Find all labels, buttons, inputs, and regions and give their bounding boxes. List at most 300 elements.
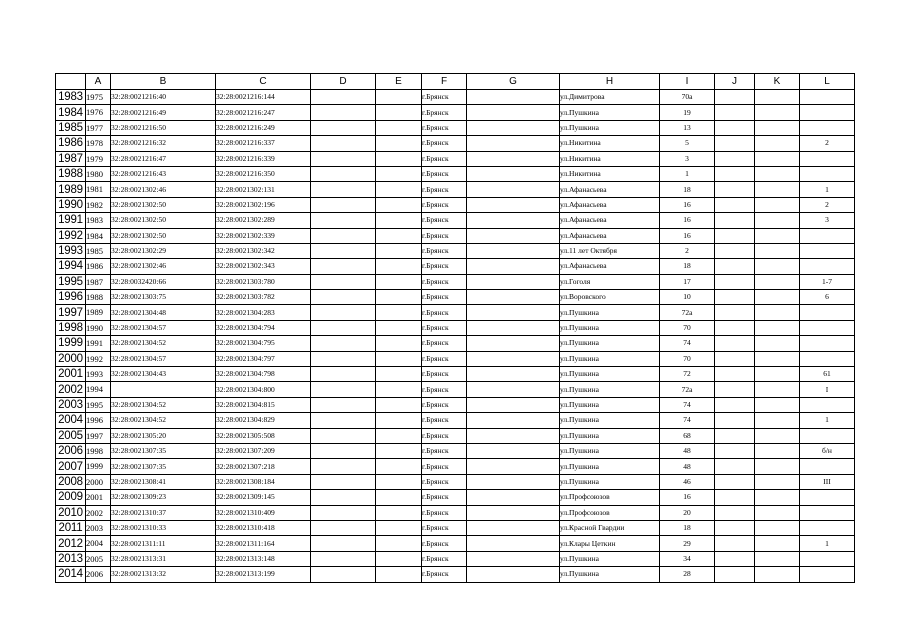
cell-f[interactable]: г.Брянск [422,290,467,305]
cell-h[interactable]: ул.Гоголя [560,274,660,289]
cell-h[interactable]: ул.Никитина [560,166,660,181]
cell-f[interactable]: г.Брянск [422,459,467,474]
cell-h[interactable]: ул.Пушкина [560,428,660,443]
cell-k[interactable] [755,474,800,489]
row-number[interactable]: 1984 [56,105,86,120]
cell-g[interactable] [467,259,560,274]
cell-d[interactable] [311,551,376,566]
cell-j[interactable] [715,428,755,443]
cell-g[interactable] [467,567,560,582]
cell-i[interactable]: 1 [660,166,715,181]
cell-k[interactable] [755,213,800,228]
cell-d[interactable] [311,397,376,412]
row-number[interactable]: 1995 [56,274,86,289]
cell-j[interactable] [715,351,755,366]
cell-a[interactable]: 1987 [86,274,111,289]
cell-e[interactable] [376,428,422,443]
cell-f[interactable]: г.Брянск [422,397,467,412]
cell-b[interactable]: 32:28:0021304:43 [111,367,216,382]
cell-f[interactable]: г.Брянск [422,428,467,443]
cell-d[interactable] [311,367,376,382]
cell-l[interactable] [800,351,855,366]
cell-a[interactable]: 1994 [86,382,111,397]
cell-k[interactable] [755,197,800,212]
cell-l[interactable] [800,90,855,105]
cell-f[interactable]: г.Брянск [422,413,467,428]
cell-a[interactable]: 2006 [86,567,111,582]
row-number[interactable]: 2013 [56,551,86,566]
cell-i[interactable]: 16 [660,197,715,212]
cell-e[interactable] [376,397,422,412]
cell-a[interactable]: 1997 [86,428,111,443]
cell-c[interactable]: 32:28:0021302:196 [216,197,311,212]
cell-l[interactable] [800,428,855,443]
cell-b[interactable]: 32:28:0021313:32 [111,567,216,582]
cell-f[interactable]: г.Брянск [422,567,467,582]
cell-b[interactable]: 32:28:0021302:50 [111,228,216,243]
row-number[interactable]: 1983 [56,90,86,105]
cell-j[interactable] [715,520,755,535]
cell-h[interactable]: ул.Пушкина [560,397,660,412]
cell-e[interactable] [376,351,422,366]
cell-l[interactable] [800,336,855,351]
cell-d[interactable] [311,382,376,397]
cell-e[interactable] [376,290,422,305]
column-header-k[interactable]: K [755,74,800,90]
cell-h[interactable]: ул.Пушкина [560,305,660,320]
cell-d[interactable] [311,228,376,243]
cell-j[interactable] [715,274,755,289]
cell-c[interactable]: 32:28:0021307:209 [216,443,311,458]
cell-d[interactable] [311,520,376,535]
cell-h[interactable]: ул.Пушкина [560,120,660,135]
cell-h[interactable]: ул.Пушкина [560,367,660,382]
cell-g[interactable] [467,505,560,520]
cell-d[interactable] [311,166,376,181]
column-header-l[interactable]: L [800,74,855,90]
cell-b[interactable]: 32:28:0021307:35 [111,459,216,474]
cell-h[interactable]: ул.Афанасьева [560,228,660,243]
cell-f[interactable]: г.Брянск [422,336,467,351]
cell-h[interactable]: ул.Никитина [560,151,660,166]
cell-c[interactable]: 32:28:0021304:283 [216,305,311,320]
cell-b[interactable]: 32:28:0021311:11 [111,536,216,551]
cell-a[interactable]: 1981 [86,182,111,197]
cell-g[interactable] [467,197,560,212]
cell-f[interactable]: г.Брянск [422,151,467,166]
cell-k[interactable] [755,443,800,458]
cell-j[interactable] [715,182,755,197]
cell-g[interactable] [467,290,560,305]
cell-h[interactable]: ул.Пушкина [560,474,660,489]
row-number[interactable]: 2014 [56,567,86,582]
cell-i[interactable]: 68 [660,428,715,443]
cell-d[interactable] [311,505,376,520]
cell-l[interactable]: 3 [800,213,855,228]
cell-j[interactable] [715,151,755,166]
cell-a[interactable]: 1975 [86,90,111,105]
cell-b[interactable]: 32:28:0021313:31 [111,551,216,566]
cell-b[interactable]: 32:28:0021310:33 [111,520,216,535]
cell-f[interactable]: г.Брянск [422,490,467,505]
cell-e[interactable] [376,520,422,535]
cell-i[interactable]: 48 [660,443,715,458]
cell-i[interactable]: 28 [660,567,715,582]
row-number[interactable]: 1992 [56,228,86,243]
cell-l[interactable]: б/н [800,443,855,458]
cell-l[interactable]: 1-7 [800,274,855,289]
cell-a[interactable]: 2003 [86,520,111,535]
cell-k[interactable] [755,520,800,535]
cell-g[interactable] [467,459,560,474]
row-number[interactable]: 2010 [56,505,86,520]
cell-j[interactable] [715,505,755,520]
cell-b[interactable]: 32:28:0021216:43 [111,166,216,181]
cell-h[interactable]: ул.Димитрова [560,90,660,105]
cell-i[interactable]: 16 [660,213,715,228]
column-header-b[interactable]: B [111,74,216,90]
cell-i[interactable]: 18 [660,259,715,274]
cell-b[interactable]: 32:28:0021309:23 [111,490,216,505]
cell-g[interactable] [467,382,560,397]
cell-a[interactable]: 1980 [86,166,111,181]
cell-k[interactable] [755,120,800,135]
cell-h[interactable]: ул.Афанасьева [560,197,660,212]
column-header-c[interactable]: C [216,74,311,90]
cell-k[interactable] [755,90,800,105]
cell-g[interactable] [467,105,560,120]
cell-a[interactable]: 1990 [86,320,111,335]
row-number[interactable]: 2008 [56,474,86,489]
cell-b[interactable]: 32:28:0021307:35 [111,443,216,458]
cell-c[interactable]: 32:28:0021307:218 [216,459,311,474]
cell-b[interactable] [111,382,216,397]
cell-g[interactable] [467,90,560,105]
cell-k[interactable] [755,351,800,366]
cell-l[interactable] [800,305,855,320]
cell-a[interactable]: 1989 [86,305,111,320]
cell-h[interactable]: ул.Пушкина [560,459,660,474]
row-number[interactable]: 2009 [56,490,86,505]
cell-j[interactable] [715,243,755,258]
cell-l[interactable]: 1 [800,536,855,551]
cell-a[interactable]: 1978 [86,136,111,151]
cell-d[interactable] [311,136,376,151]
row-number[interactable]: 2001 [56,367,86,382]
cell-l[interactable] [800,397,855,412]
cell-k[interactable] [755,290,800,305]
cell-f[interactable]: г.Брянск [422,536,467,551]
cell-i[interactable]: 5 [660,136,715,151]
cell-h[interactable]: ул.Профсоюзов [560,490,660,505]
cell-j[interactable] [715,320,755,335]
cell-j[interactable] [715,459,755,474]
cell-h[interactable]: ул.Пушкина [560,105,660,120]
cell-e[interactable] [376,136,422,151]
cell-d[interactable] [311,274,376,289]
cell-a[interactable]: 2004 [86,536,111,551]
cell-i[interactable]: 16 [660,490,715,505]
cell-c[interactable]: 32:28:0021303:782 [216,290,311,305]
cell-e[interactable] [376,105,422,120]
column-header-a[interactable]: A [86,74,111,90]
cell-l[interactable] [800,490,855,505]
cell-h[interactable]: ул.Воровского [560,290,660,305]
cell-f[interactable]: г.Брянск [422,259,467,274]
column-header-d[interactable]: D [311,74,376,90]
row-number[interactable]: 2000 [56,351,86,366]
cell-h[interactable]: ул.Пушкина [560,551,660,566]
cell-g[interactable] [467,120,560,135]
cell-k[interactable] [755,228,800,243]
row-number[interactable]: 1999 [56,336,86,351]
cell-f[interactable]: г.Брянск [422,505,467,520]
cell-k[interactable] [755,459,800,474]
cell-a[interactable]: 2000 [86,474,111,489]
cell-j[interactable] [715,443,755,458]
cell-e[interactable] [376,213,422,228]
cell-h[interactable]: ул.11 лет Октября [560,243,660,258]
cell-f[interactable]: г.Брянск [422,305,467,320]
cell-a[interactable]: 1986 [86,259,111,274]
cell-i[interactable]: 3 [660,151,715,166]
column-header-g[interactable]: G [467,74,560,90]
cell-h[interactable]: ул.Профсоюзов [560,505,660,520]
row-number[interactable]: 1993 [56,243,86,258]
cell-g[interactable] [467,136,560,151]
cell-d[interactable] [311,490,376,505]
cell-a[interactable]: 1993 [86,367,111,382]
cell-d[interactable] [311,459,376,474]
cell-h[interactable]: ул.Никитина [560,136,660,151]
cell-h[interactable]: ул.Пушкина [560,413,660,428]
cell-l[interactable] [800,120,855,135]
cell-g[interactable] [467,474,560,489]
cell-k[interactable] [755,243,800,258]
cell-e[interactable] [376,336,422,351]
row-number[interactable]: 2011 [56,520,86,535]
cell-e[interactable] [376,320,422,335]
cell-k[interactable] [755,136,800,151]
cell-j[interactable] [715,197,755,212]
cell-g[interactable] [467,520,560,535]
cell-l[interactable] [800,166,855,181]
cell-j[interactable] [715,397,755,412]
cell-l[interactable] [800,320,855,335]
cell-i[interactable]: 2 [660,243,715,258]
cell-b[interactable]: 32:28:0021216:47 [111,151,216,166]
cell-j[interactable] [715,367,755,382]
cell-j[interactable] [715,259,755,274]
cell-e[interactable] [376,536,422,551]
cell-l[interactable]: 1 [800,413,855,428]
cell-l[interactable] [800,520,855,535]
cell-k[interactable] [755,413,800,428]
cell-i[interactable]: 29 [660,536,715,551]
cell-j[interactable] [715,136,755,151]
cell-i[interactable]: 18 [660,520,715,535]
cell-d[interactable] [311,474,376,489]
cell-g[interactable] [467,305,560,320]
cell-i[interactable]: 70 [660,320,715,335]
row-number[interactable]: 1986 [56,136,86,151]
row-number[interactable]: 1987 [56,151,86,166]
cell-c[interactable]: 32:28:0021216:249 [216,120,311,135]
cell-i[interactable]: 17 [660,274,715,289]
cell-l[interactable] [800,459,855,474]
cell-c[interactable]: 32:28:0021216:144 [216,90,311,105]
row-number[interactable]: 2012 [56,536,86,551]
cell-a[interactable]: 2001 [86,490,111,505]
cell-k[interactable] [755,551,800,566]
cell-d[interactable] [311,536,376,551]
cell-h[interactable]: ул.Пушкина [560,351,660,366]
cell-i[interactable]: 19 [660,105,715,120]
cell-l[interactable]: 2 [800,136,855,151]
cell-c[interactable]: 32:28:0021304:815 [216,397,311,412]
cell-d[interactable] [311,105,376,120]
cell-j[interactable] [715,213,755,228]
cell-j[interactable] [715,551,755,566]
cell-j[interactable] [715,567,755,582]
cell-f[interactable]: г.Брянск [422,105,467,120]
cell-l[interactable] [800,567,855,582]
cell-l[interactable]: 61 [800,367,855,382]
cell-c[interactable]: 32:28:0021304:798 [216,367,311,382]
cell-b[interactable]: 32:28:0021216:32 [111,136,216,151]
cell-e[interactable] [376,367,422,382]
cell-g[interactable] [467,336,560,351]
cell-b[interactable]: 32:28:0021304:52 [111,397,216,412]
cell-g[interactable] [467,397,560,412]
cell-f[interactable]: г.Брянск [422,166,467,181]
cell-f[interactable]: г.Брянск [422,551,467,566]
cell-k[interactable] [755,567,800,582]
cell-g[interactable] [467,490,560,505]
cell-g[interactable] [467,551,560,566]
cell-g[interactable] [467,536,560,551]
cell-e[interactable] [376,305,422,320]
cell-c[interactable]: 32:28:0021302:342 [216,243,311,258]
cell-g[interactable] [467,182,560,197]
cell-c[interactable]: 32:28:0021304:829 [216,413,311,428]
cell-e[interactable] [376,567,422,582]
cell-f[interactable]: г.Брянск [422,120,467,135]
row-number[interactable]: 1997 [56,305,86,320]
cell-a[interactable]: 1996 [86,413,111,428]
cell-c[interactable]: 32:28:0021304:794 [216,320,311,335]
cell-d[interactable] [311,120,376,135]
cell-g[interactable] [467,228,560,243]
cell-a[interactable]: 1992 [86,351,111,366]
cell-e[interactable] [376,166,422,181]
cell-g[interactable] [467,213,560,228]
cell-l[interactable] [800,551,855,566]
cell-b[interactable]: 32:28:0021304:52 [111,413,216,428]
cell-c[interactable]: 32:28:0021310:409 [216,505,311,520]
column-header-j[interactable]: J [715,74,755,90]
cell-d[interactable] [311,443,376,458]
cell-d[interactable] [311,320,376,335]
cell-b[interactable]: 32:28:0021308:41 [111,474,216,489]
row-number[interactable]: 2002 [56,382,86,397]
cell-a[interactable]: 1999 [86,459,111,474]
cell-e[interactable] [376,197,422,212]
column-header-e[interactable]: E [376,74,422,90]
cell-c[interactable]: 32:28:0021304:800 [216,382,311,397]
cell-j[interactable] [715,166,755,181]
cell-d[interactable] [311,90,376,105]
cell-d[interactable] [311,197,376,212]
row-number[interactable]: 1996 [56,290,86,305]
cell-g[interactable] [467,243,560,258]
cell-l[interactable]: 6 [800,290,855,305]
cell-d[interactable] [311,428,376,443]
cell-e[interactable] [376,459,422,474]
cell-b[interactable]: 32:28:0021304:52 [111,336,216,351]
cell-h[interactable]: ул.Пушкина [560,382,660,397]
cell-b[interactable]: 32:28:0021305:20 [111,428,216,443]
cell-f[interactable]: г.Брянск [422,520,467,535]
cell-g[interactable] [467,367,560,382]
cell-k[interactable] [755,428,800,443]
cell-e[interactable] [376,120,422,135]
cell-l[interactable] [800,105,855,120]
cell-d[interactable] [311,243,376,258]
cell-f[interactable]: г.Брянск [422,182,467,197]
cell-f[interactable]: г.Брянск [422,382,467,397]
cell-l[interactable] [800,228,855,243]
column-header-f[interactable]: F [422,74,467,90]
cell-c[interactable]: 32:28:0021311:164 [216,536,311,551]
cell-k[interactable] [755,505,800,520]
cell-j[interactable] [715,336,755,351]
row-number[interactable]: 1991 [56,213,86,228]
cell-j[interactable] [715,90,755,105]
cell-c[interactable]: 32:28:0021308:184 [216,474,311,489]
cell-j[interactable] [715,474,755,489]
cell-f[interactable]: г.Брянск [422,351,467,366]
cell-a[interactable]: 2002 [86,505,111,520]
cell-a[interactable]: 1976 [86,105,111,120]
cell-d[interactable] [311,413,376,428]
cell-j[interactable] [715,490,755,505]
cell-b[interactable]: 32:28:0032420:66 [111,274,216,289]
cell-b[interactable]: 32:28:0021304:48 [111,305,216,320]
cell-b[interactable]: 32:28:0021302:50 [111,213,216,228]
cell-a[interactable]: 1983 [86,213,111,228]
cell-g[interactable] [467,351,560,366]
cell-e[interactable] [376,443,422,458]
cell-h[interactable]: ул.Пушкина [560,567,660,582]
cell-k[interactable] [755,536,800,551]
cell-a[interactable]: 1998 [86,443,111,458]
cell-e[interactable] [376,182,422,197]
cell-b[interactable]: 32:28:0021302:46 [111,182,216,197]
cell-f[interactable]: г.Брянск [422,136,467,151]
cell-f[interactable]: г.Брянск [422,320,467,335]
cell-e[interactable] [376,243,422,258]
cell-c[interactable]: 32:28:0021304:797 [216,351,311,366]
cell-e[interactable] [376,490,422,505]
cell-b[interactable]: 32:28:0021304:57 [111,351,216,366]
cell-l[interactable]: 1 [800,182,855,197]
cell-b[interactable]: 32:28:0021216:40 [111,90,216,105]
cell-a[interactable]: 1985 [86,243,111,258]
column-header-h[interactable]: H [560,74,660,90]
cell-c[interactable]: 32:28:0021310:418 [216,520,311,535]
cell-b[interactable]: 32:28:0021304:57 [111,320,216,335]
